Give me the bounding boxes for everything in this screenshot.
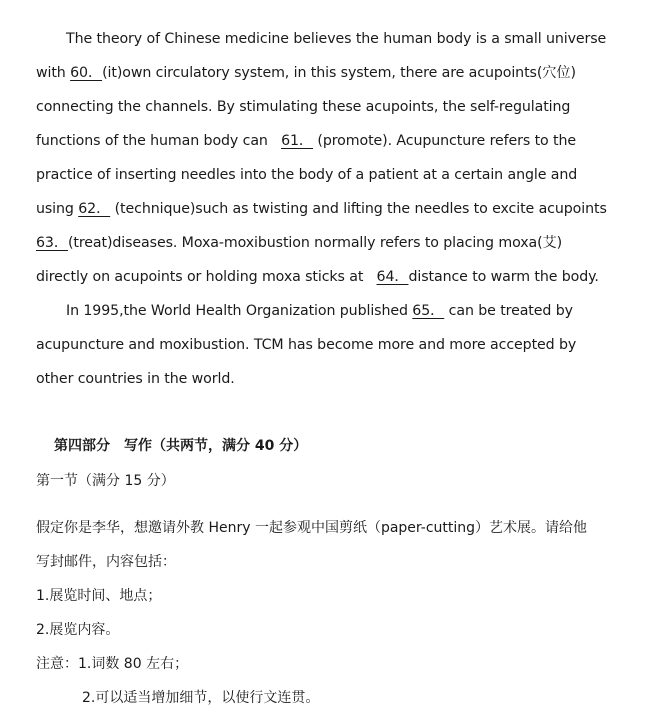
blank-62: 62． xyxy=(78,201,111,217)
passage-text: using xyxy=(36,201,79,217)
blank-64: 64． xyxy=(376,269,409,285)
writing-prompt-line: 假定你是李华，想邀请外教 Henry 一起参观中国剪纸（paper-cutting）艺术展。请给他 xyxy=(36,520,588,536)
part-heading: 第四部分 写作（共两节，满分 40 分） xyxy=(54,438,308,454)
passage-text: acupuncture and moxibustion. TCM has become more and more accepted by xyxy=(36,337,577,353)
passage-text: (treat)diseases. Moxa-moxibustion normally refers to placing moxa(艾) xyxy=(67,235,563,251)
passage-text: directly on acupoints or holding moxa sticks at xyxy=(36,269,368,285)
passage-text: practice of inserting needles into the body of a patient at a certain angle and xyxy=(36,167,578,183)
passage-line xyxy=(36,131,646,151)
passage-text: (technique)such as twisting and lifting the needles to excite acupoints xyxy=(110,201,607,217)
passage-line xyxy=(66,301,646,321)
passage-text: The theory of Chinese medicine believes the human body is a small universe xyxy=(66,31,607,47)
passage-text: In 1995,the World Health Organization published xyxy=(66,303,413,319)
note-line: 2.可以适当增加细节，以使行文连贯。 xyxy=(82,690,320,706)
passage-line xyxy=(36,165,646,185)
passage-line xyxy=(36,267,646,287)
passage-line xyxy=(36,369,646,389)
passage-line xyxy=(66,29,646,49)
blank-63: 63． xyxy=(36,235,68,251)
note-line: 注意：1.词数 80 左右； xyxy=(36,656,189,672)
passage-line xyxy=(36,63,646,83)
passage-text: connecting the channels. By stimulating these acupoints, the self-regulating xyxy=(36,99,571,115)
blank-65: 65． xyxy=(412,303,445,319)
passage-text: other countries in the world. xyxy=(36,371,235,387)
passage-text: (it)own circulatory system, in this system, there are acupoints(穴位) xyxy=(102,65,576,81)
passage-text: with xyxy=(36,65,71,81)
blank-60: 60． xyxy=(70,65,103,81)
passage-text: functions of the human body can xyxy=(36,133,273,149)
passage-text: distance to warm the body. xyxy=(408,269,599,285)
writing-prompt-line: 写封邮件，内容包括： xyxy=(36,554,176,570)
blank-61: 61． xyxy=(281,133,314,149)
passage-text: (promote). Acupuncture refers to the xyxy=(313,133,577,149)
section-heading: 第一节（满分 15 分） xyxy=(36,473,175,489)
passage-text: can be treated by xyxy=(444,303,573,319)
passage-line xyxy=(36,233,646,253)
passage-line xyxy=(36,335,646,355)
content-item: 1.展览时间、地点； xyxy=(36,588,162,604)
passage-line xyxy=(36,97,646,117)
passage-line xyxy=(36,199,646,219)
content-item: 2.展览内容。 xyxy=(36,622,120,638)
